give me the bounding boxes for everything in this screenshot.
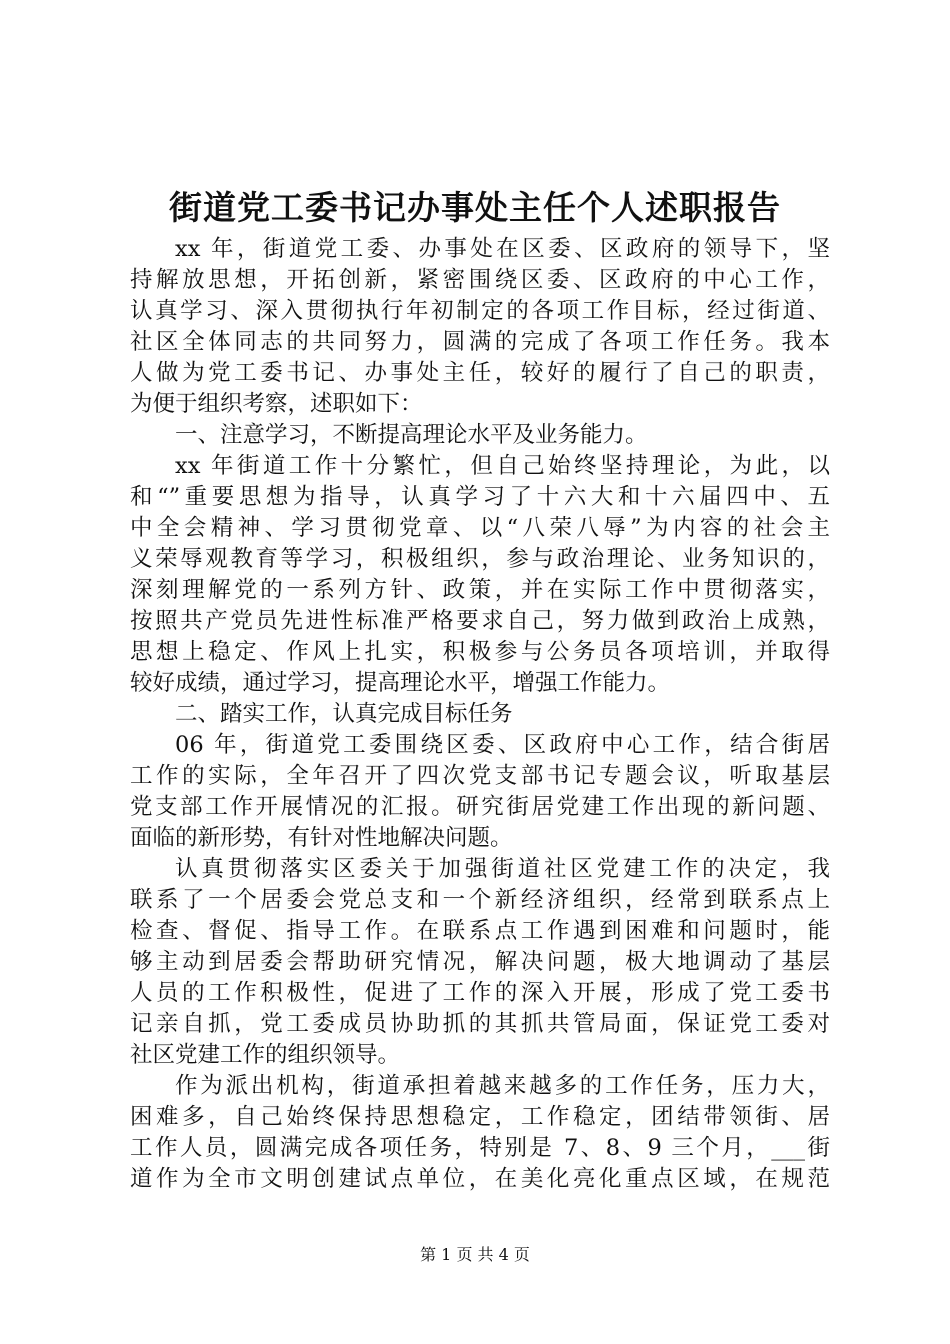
- section-heading: 一、注意学习，不断提高理论水平及业务能力。: [175, 422, 648, 448]
- text-line: xx 年，街道党工委、办事处在区委、区政府的领导下，坚: [175, 236, 830, 262]
- text-line: 认真贯彻落实区委关于加强街道社区党建工作的决定，我: [175, 856, 830, 882]
- text-line: 人做为党工委书记、办事处主任，较好的履行了自己的职责，: [130, 360, 830, 386]
- text-line: 为便于组织考察，述职如下：: [130, 391, 423, 417]
- text-line: 够主动到居委会帮助研究情况，解决问题，极大地调动了基层: [130, 949, 830, 975]
- text-line: 党支部工作开展情况的汇报。研究街居党建工作出现的新问题、: [130, 794, 830, 820]
- page-footer: 第 1 页 共 4 页: [420, 1245, 530, 1264]
- text-line: 记亲自抓，党工委成员协助抓的其抓共管局面，保证党工委对: [130, 1011, 830, 1037]
- text-line: 较好成绩，通过学习，提高理论水平，增强工作能力。: [130, 670, 671, 696]
- text-line: 思想上稳定、作风上扎实，积极参与公务员各项培训，并取得: [130, 639, 830, 665]
- text-line: 社区全体同志的共同努力，圆满的完成了各项工作任务。我本: [130, 329, 830, 355]
- text-line: 义荣辱观教育等学习，积极组织，参与政治理论、业务知识的，: [130, 546, 830, 572]
- document-title: 街道党工委书记办事处主任个人述职报告: [169, 188, 781, 227]
- text-line: 深刻理解党的一系列方针、政策，并在实际工作中贯彻落实，: [130, 577, 830, 603]
- text-line: 工作人员，圆满完成各项任务，特别是 7、8、9 三个月，___街: [130, 1135, 830, 1161]
- section-heading: 二、踏实工作，认真完成目标任务: [175, 701, 513, 727]
- text-line: 按照共产党员先进性标准严格要求自己，努力做到政治上成熟，: [130, 608, 830, 634]
- text-line: 检查、督促、指导工作。在联系点工作遇到困难和问题时，能: [130, 918, 830, 944]
- text-line: 联系了一个居委会党总支和一个新经济组织，经常到联系点上: [130, 887, 830, 913]
- text-line: 和“”重要思想为指导，认真学习了十六大和十六届四中、五: [130, 484, 830, 510]
- text-line: 中全会精神、学习贯彻党章、以“八荣八辱”为内容的社会主: [130, 515, 830, 541]
- text-line: 社区党建工作的组织领导。: [130, 1042, 401, 1068]
- text-line: xx 年街道工作十分繁忙，但自己始终坚持理论，为此，以: [175, 453, 830, 479]
- text-line: 人员的工作积极性，促进了工作的深入开展，形成了党工委书: [130, 980, 830, 1006]
- text-line: 面临的新形势，有针对性地解决问题。: [130, 825, 513, 851]
- text-line: 工作的实际，全年召开了四次党支部书记专题会议，听取基层: [130, 763, 830, 789]
- text-line: 道作为全市文明创建试点单位，在美化亮化重点区域，在规范: [130, 1166, 830, 1192]
- text-line: 认真学习、深入贯彻执行年初制定的各项工作目标，经过街道、: [130, 298, 830, 324]
- text-line: 作为派出机构，街道承担着越来越多的工作任务，压力大，: [175, 1073, 830, 1099]
- text-line: 持解放思想，开拓创新，紧密围绕区委、区政府的中心工作，: [130, 267, 830, 293]
- text-line: 困难多，自己始终保持思想稳定，工作稳定，团结带领街、居: [130, 1104, 830, 1130]
- document-body: [130, 234, 830, 1195]
- text-line: 06 年，街道党工委围绕区委、区政府中心工作，结合街居: [175, 732, 830, 758]
